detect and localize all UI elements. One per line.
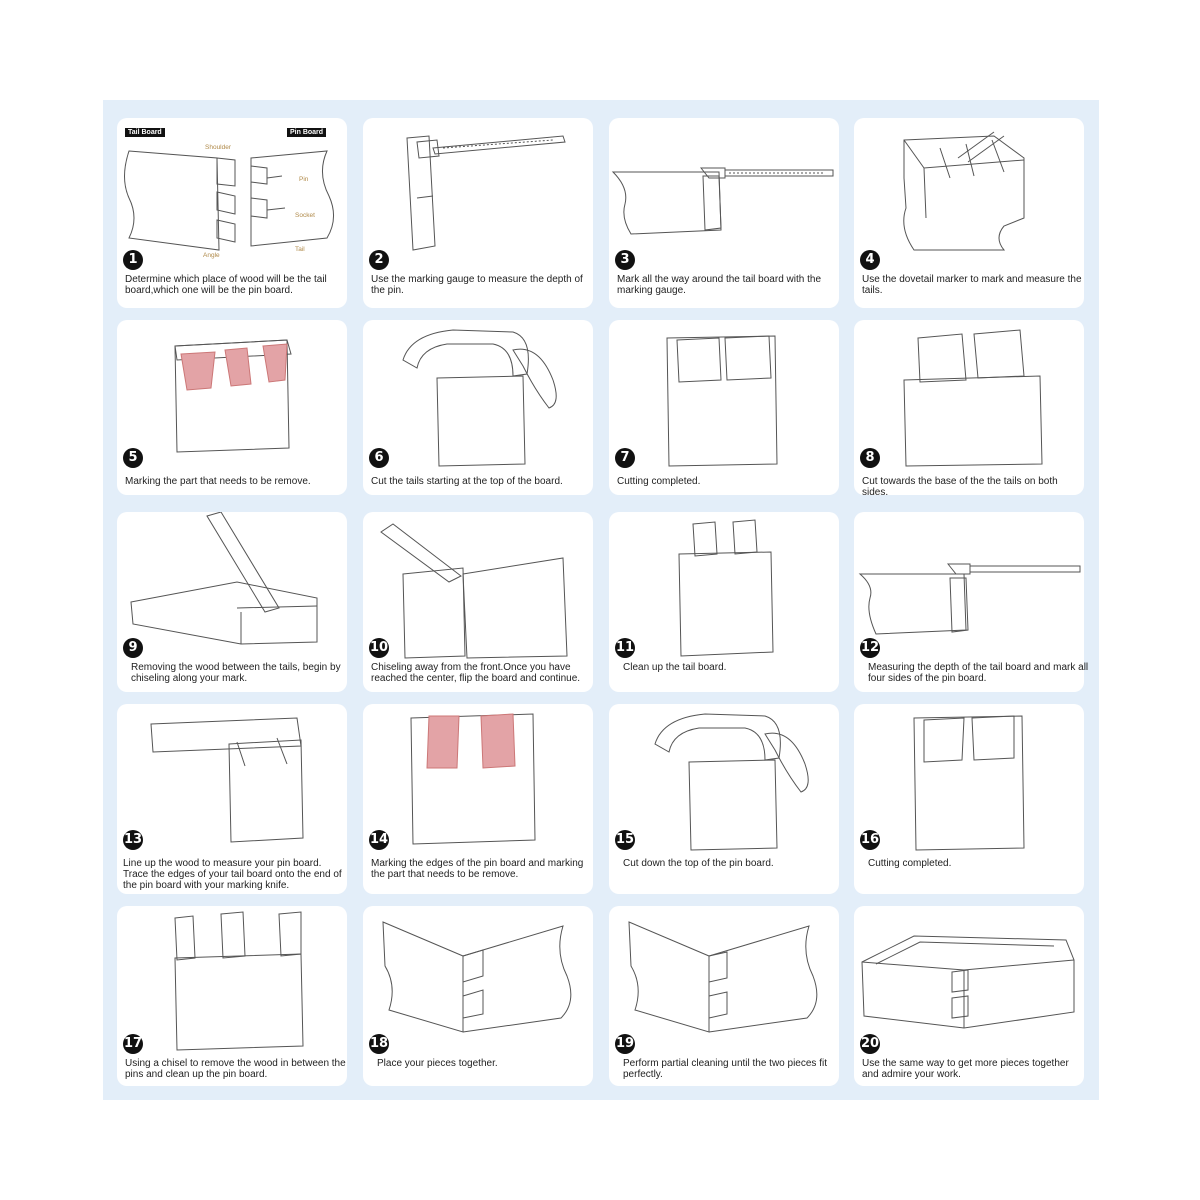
step-card-18 (363, 906, 593, 1086)
marked-waste-illustration (117, 320, 347, 470)
measure-pin-board-illustration (854, 512, 1084, 662)
step-caption: Clean up the tail board. (623, 662, 727, 673)
tail-board-label: Tail Board (125, 128, 165, 137)
step-caption: Cut down the top of the pin board. (623, 858, 774, 869)
step-caption: Use the same way to get more pieces together and admire your work. (862, 1058, 1069, 1080)
step-number-badge: 6 (369, 448, 389, 468)
step-card-20 (854, 906, 1084, 1086)
step-number-badge: 12 (860, 638, 880, 658)
step-number-badge: 13 (123, 830, 143, 850)
step-number-badge: 5 (123, 448, 143, 468)
pin-label: Pin (299, 176, 309, 183)
step-caption: Mark all the way around the tail board with the marking gauge. (617, 274, 821, 296)
step-number-badge: 15 (615, 830, 635, 850)
step-number-badge: 17 (123, 1034, 143, 1054)
chiseling-front-illustration (363, 512, 593, 662)
step-number-badge: 14 (369, 830, 389, 850)
assemble-pieces-illustration (363, 906, 593, 1056)
step-caption: Use the dovetail marker to mark and measure the tails. (862, 274, 1082, 296)
angle-label: Angle (203, 252, 220, 259)
step-number-badge: 7 (615, 448, 635, 468)
step-number-badge: 18 (369, 1034, 389, 1054)
tail-label: Tail (295, 246, 305, 253)
tail-and-pin-boards-illustration (117, 118, 347, 268)
step-number-badge: 16 (860, 830, 880, 850)
step-card-15 (609, 704, 839, 894)
step-card-5 (117, 320, 347, 495)
step-card-13 (117, 704, 347, 894)
clean-pin-board-illustration (117, 906, 347, 1056)
step-number-badge: 19 (615, 1034, 635, 1054)
step-caption: Marking the edges of the pin board and marking the part that needs to be remove. (371, 858, 584, 880)
step-caption: Removing the wood between the tails, begin by chiseling along your mark. (131, 662, 341, 684)
step-card-3 (609, 118, 839, 308)
step-caption: Measuring the depth of the tail board and mark all four sides of the pin board. (868, 662, 1089, 684)
dovetail-marker-illustration (854, 118, 1084, 268)
finished-box-illustration (854, 906, 1084, 1056)
step-card-17 (117, 906, 347, 1086)
step-caption: Marking the part that needs to be remove. (125, 476, 311, 487)
step-caption: Use the marking gauge to measure the depth of the pin. (371, 274, 583, 296)
step-card-4 (854, 118, 1084, 308)
pin-board-label: Pin Board (287, 128, 326, 137)
step-number-badge: 11 (615, 638, 635, 658)
step-number-badge: 8 (860, 448, 880, 468)
step-number-badge: 4 (860, 250, 880, 270)
step-card-6 (363, 320, 593, 495)
step-card-16 (854, 704, 1084, 894)
step-caption: Using a chisel to remove the wood in between the pins and clean up the pin board. (125, 1058, 346, 1080)
step-number-badge: 3 (615, 250, 635, 270)
chiseling-illustration (117, 512, 347, 662)
step-number-badge: 1 (123, 250, 143, 270)
step-caption: Place your pieces together. (377, 1058, 498, 1069)
step-card-8 (854, 320, 1084, 498)
line-up-wood-illustration (117, 704, 347, 854)
fit-pieces-illustration (609, 906, 839, 1056)
step-number-badge: 9 (123, 638, 143, 658)
marked-pin-board-illustration (363, 704, 593, 854)
step-card-7 (609, 320, 839, 495)
sawing-tails-illustration (363, 320, 593, 470)
shoulder-label: Shoulder (205, 144, 232, 151)
step-caption: Determine which place of wood will be the tail board,which one will be the pin board. (125, 274, 327, 296)
step-caption: Line up the wood to measure your pin board. Trace the edges of your tail board onto the end of the pin board with your marking knife. (123, 858, 342, 891)
step-card-12 (854, 512, 1089, 692)
step-caption: Cutting completed. (868, 858, 952, 869)
clean-tail-board-illustration (609, 512, 839, 662)
step-card-14 (363, 704, 593, 894)
pin-cut-complete-illustration (854, 704, 1084, 854)
cut-pin-board-illustration (609, 704, 839, 854)
step-number-badge: 10 (369, 638, 389, 658)
socket-label: Socket (295, 212, 315, 219)
marking-tail-board-illustration (609, 118, 839, 268)
step-card-10 (363, 512, 593, 692)
cut-tails-illustration (609, 320, 839, 470)
step-card-9 (117, 512, 347, 692)
step-card-1 (117, 118, 347, 308)
cut-to-base-illustration (854, 320, 1084, 470)
step-card-19 (609, 906, 839, 1086)
step-number-badge: 2 (369, 250, 389, 270)
step-caption: Cut towards the base of the the tails on both sides. (862, 476, 1058, 498)
step-caption: Cut the tails starting at the top of the board. (371, 476, 563, 487)
marking-gauge-illustration (363, 118, 593, 268)
step-number-badge: 20 (860, 1034, 880, 1054)
step-card-2 (363, 118, 593, 308)
step-caption: Chiseling away from the front.Once you have reached the center, flip the board and continue. (371, 662, 581, 684)
step-caption: Perform partial cleaning until the two pieces fit perfectly. (623, 1058, 827, 1080)
step-caption: Cutting completed. (617, 476, 701, 487)
step-card-11 (609, 512, 839, 692)
